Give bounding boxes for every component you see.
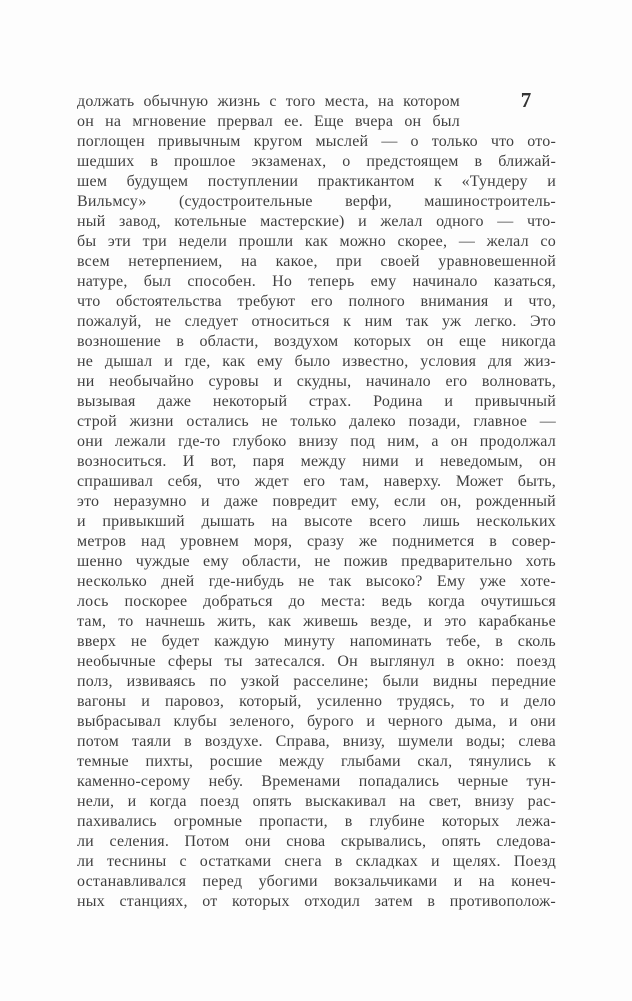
text-line: необычные сферы ты затесался. Он выглянул в окно: поезд (77, 653, 556, 670)
text-line: ных станциях, от которых отходил затем в противополож- (77, 893, 556, 910)
text-line: ли теснины с остатками снега в складках и щелях. Поезд (77, 853, 556, 870)
text-line: лось поскорее добраться до места: ведь когда очутишься (77, 593, 556, 610)
text-line: нели, и когда поезд опять выскакивал на свет, внизу рас- (77, 793, 556, 810)
text-line: это неразумно и даже повредит ему, если он, рожденный (77, 493, 556, 510)
text-line: потом таяли в воздухе. Справа, внизу, шумели воды; слева (77, 733, 556, 750)
text-line: ли селения. Потом они снова скрывались, опять следова- (77, 833, 556, 850)
text-line: натуре, был способен. Но теперь ему начинало казаться, (77, 273, 556, 290)
text-line: пахивались огромные пропасти, в глубине которых лежа- (77, 813, 556, 830)
text-line: шенно чуждые ему области, не пожив предварительно хоть (77, 553, 556, 570)
text-line: темные пихты, росшие между глыбами скал, тянулись к (77, 753, 556, 770)
text-line: ный завод, котельные мастерские) и желал одного — что- (77, 213, 556, 230)
text-line: не дышал и где, как ему было известно, условия для жиз- (77, 353, 556, 370)
text-line: поглощен привычным кругом мыслей — о только что ото- (77, 133, 556, 150)
text-line: там, то начнешь жить, как живешь везде, и это карабканье (77, 613, 556, 630)
text-line: он на мгновение прервал ее. Еще вчера он был (77, 113, 460, 130)
text-line: полз, извиваясь по узкой расселине; были видны передние (77, 673, 556, 690)
text-line: несколько дней где-нибудь не так высоко? Ему уже хоте- (77, 573, 556, 590)
text-line: возноситься. И вот, паря между ними и неведомым, он (77, 453, 556, 470)
text-line: спрашивал себя, что ждет его там, наверху. Может быть, (77, 473, 556, 490)
text-line: что обстоятельства требуют его полного внимания и что, (77, 293, 556, 310)
text-line: строй жизни остались не только далеко позади, главное — (77, 413, 556, 430)
text-line: возношение в области, воздухом которых он еще никогда (77, 333, 556, 350)
text-line: вверх не будет каждую минуту напоминать тебе, в сколь (77, 633, 556, 650)
body-text (77, 92, 556, 912)
text-line: вагоны и паровоз, который, усиленно трудясь, то и дело (77, 693, 556, 710)
text-line: пожалуй, не следует относиться к ним так уж легко. Это (77, 313, 556, 330)
text-line: Вильмсу» (судостроительные верфи, машиностроитель- (77, 193, 556, 210)
text-line: метров над уровнем моря, сразу же поднимется в совер- (77, 533, 556, 550)
text-line: шем будущем поступлении практикантом к «Тундеру и (77, 173, 556, 190)
text-line: бы эти три недели прошли как можно скорее, — желал со (77, 233, 556, 250)
page-number: 7 (520, 88, 532, 112)
text-line: ни необычайно суровы и скудны, начинало его волновать, (77, 373, 556, 390)
text-line: останавливался перед убогими вокзальчиками и на конеч- (77, 873, 556, 890)
text-line: выбрасывал клубы зеленого, бурого и черного дыма, и они (77, 713, 556, 730)
text-line: они лежали где-то глубоко внизу под ним, а он продолжал (77, 433, 556, 450)
text-line: каменно-серому небу. Временами попадались черные тун- (77, 773, 556, 790)
text-line: шедших в прошлое экзаменах, о предстоящем в ближай- (77, 153, 556, 170)
text-line: должать обычную жизнь с того места, на котором (77, 93, 460, 110)
text-line: вызывая даже некоторый страх. Родина и привычный (77, 393, 556, 410)
text-line: и привыкший дышать на высоте всего лишь нескольких (77, 513, 556, 530)
text-line: всем нетерпением, на какое, при своей уравновешенной (77, 253, 556, 270)
